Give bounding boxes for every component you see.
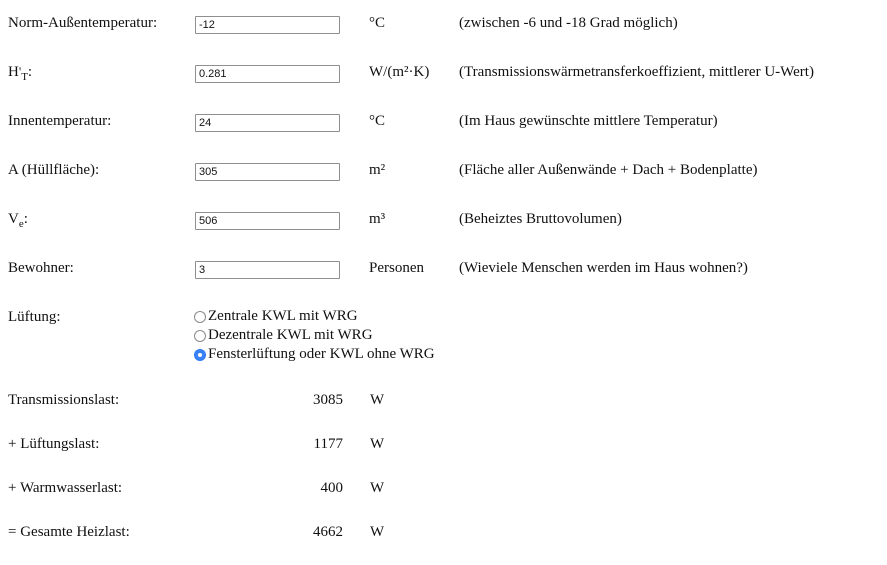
input-row-ve xyxy=(0,209,887,231)
result-row-transmissionslast xyxy=(0,390,887,412)
ht-label-main: H xyxy=(8,64,19,80)
ht-label xyxy=(8,62,32,82)
radio-dezentrale-kwl[interactable] xyxy=(193,326,435,345)
lueftungslast-value: 1177 xyxy=(313,436,343,452)
ht-hint: (Transmissionswärmetransferkoeffizient, mittlerer U-Wert) xyxy=(459,64,814,80)
input-row-ht xyxy=(0,62,887,84)
warmwasserlast-label: + Warmwasserlast: xyxy=(8,480,123,496)
radio-checked-icon[interactable] xyxy=(194,349,206,361)
transmissionslast-unit: W xyxy=(370,392,385,408)
gesamte-heizlast-unit: W xyxy=(370,524,385,540)
bewohner-hint: (Wieviele Menschen werden im Haus wohnen?) xyxy=(459,260,748,276)
input-row-norm-aussentemperatur xyxy=(0,13,887,35)
huellflaeche-input[interactable] xyxy=(195,163,340,181)
innentemperatur-label: Innentemperatur: xyxy=(8,113,112,129)
norm-aussentemperatur-hint: (zwischen -6 und -18 Grad möglich) xyxy=(459,15,678,31)
ht-input[interactable] xyxy=(195,65,340,83)
radio-zentrale-kwl-label[interactable]: Zentrale KWL mit WRG xyxy=(208,308,358,324)
ht-unit: W/(m²·K) xyxy=(369,64,430,80)
radio-dezentrale-kwl-label[interactable]: Dezentrale KWL mit WRG xyxy=(208,327,373,343)
bewohner-input[interactable] xyxy=(195,261,340,279)
ve-label xyxy=(8,209,28,229)
bewohner-label: Bewohner: xyxy=(8,260,74,276)
transmissionslast-label: Transmissionslast: xyxy=(8,392,120,408)
radio-fensterlueftung[interactable] xyxy=(193,345,435,364)
innentemperatur-hint: (Im Haus gewünschte mittlere Temperatur) xyxy=(459,113,718,129)
lueftung-row xyxy=(0,307,887,329)
ht-label-suffix: : xyxy=(27,64,33,80)
innentemperatur-unit: °C xyxy=(369,113,386,129)
ve-hint: (Beheiztes Bruttovolumen) xyxy=(459,211,622,227)
radio-fensterlueftung-label[interactable]: Fensterlüftung oder KWL ohne WRG xyxy=(208,346,435,362)
radio-zentrale-kwl[interactable] xyxy=(193,307,435,326)
radio-unchecked-icon[interactable] xyxy=(194,330,206,342)
transmissionslast-value: 3085 xyxy=(313,392,343,408)
ve-label-sub: e xyxy=(18,218,24,230)
result-row-gesamte-heizlast xyxy=(0,522,887,544)
lueftungslast-label: + Lüftungslast: xyxy=(8,436,100,452)
gesamte-heizlast-value: 4662 xyxy=(313,524,343,540)
result-row-lueftungslast xyxy=(0,434,887,456)
lueftung-label: Lüftung: xyxy=(8,309,61,325)
huellflaeche-hint: (Fläche aller Außenwände + Dach + Bodenplatte) xyxy=(459,162,758,178)
ve-label-main: V xyxy=(8,211,19,227)
innentemperatur-input[interactable] xyxy=(195,114,340,132)
ht-label-prime: ' xyxy=(18,64,22,79)
lueftungslast-unit: W xyxy=(370,436,385,452)
ht-label-sub: T xyxy=(21,71,28,83)
warmwasserlast-unit: W xyxy=(370,480,385,496)
ve-label-suffix: : xyxy=(23,211,28,227)
huellflaeche-unit: m² xyxy=(369,162,386,178)
input-row-huellflaeche xyxy=(0,160,887,182)
input-row-innentemperatur xyxy=(0,111,887,133)
norm-aussentemperatur-unit: °C xyxy=(369,15,386,31)
warmwasserlast-value: 400 xyxy=(320,480,343,496)
huellflaeche-label: A (Hüllfläche): xyxy=(8,162,100,178)
result-row-warmwasserlast xyxy=(0,478,887,500)
gesamte-heizlast-label: = Gesamte Heizlast: xyxy=(8,524,130,540)
norm-aussentemperatur-label: Norm-Außentemperatur: xyxy=(8,15,158,31)
ve-input[interactable] xyxy=(195,212,340,230)
bewohner-unit: Personen xyxy=(369,260,424,276)
lueftung-radio-group xyxy=(193,307,435,364)
ve-unit: m³ xyxy=(369,211,386,227)
norm-aussentemperatur-input[interactable] xyxy=(195,16,340,34)
input-row-bewohner xyxy=(0,258,887,280)
radio-unchecked-icon[interactable] xyxy=(194,311,206,323)
